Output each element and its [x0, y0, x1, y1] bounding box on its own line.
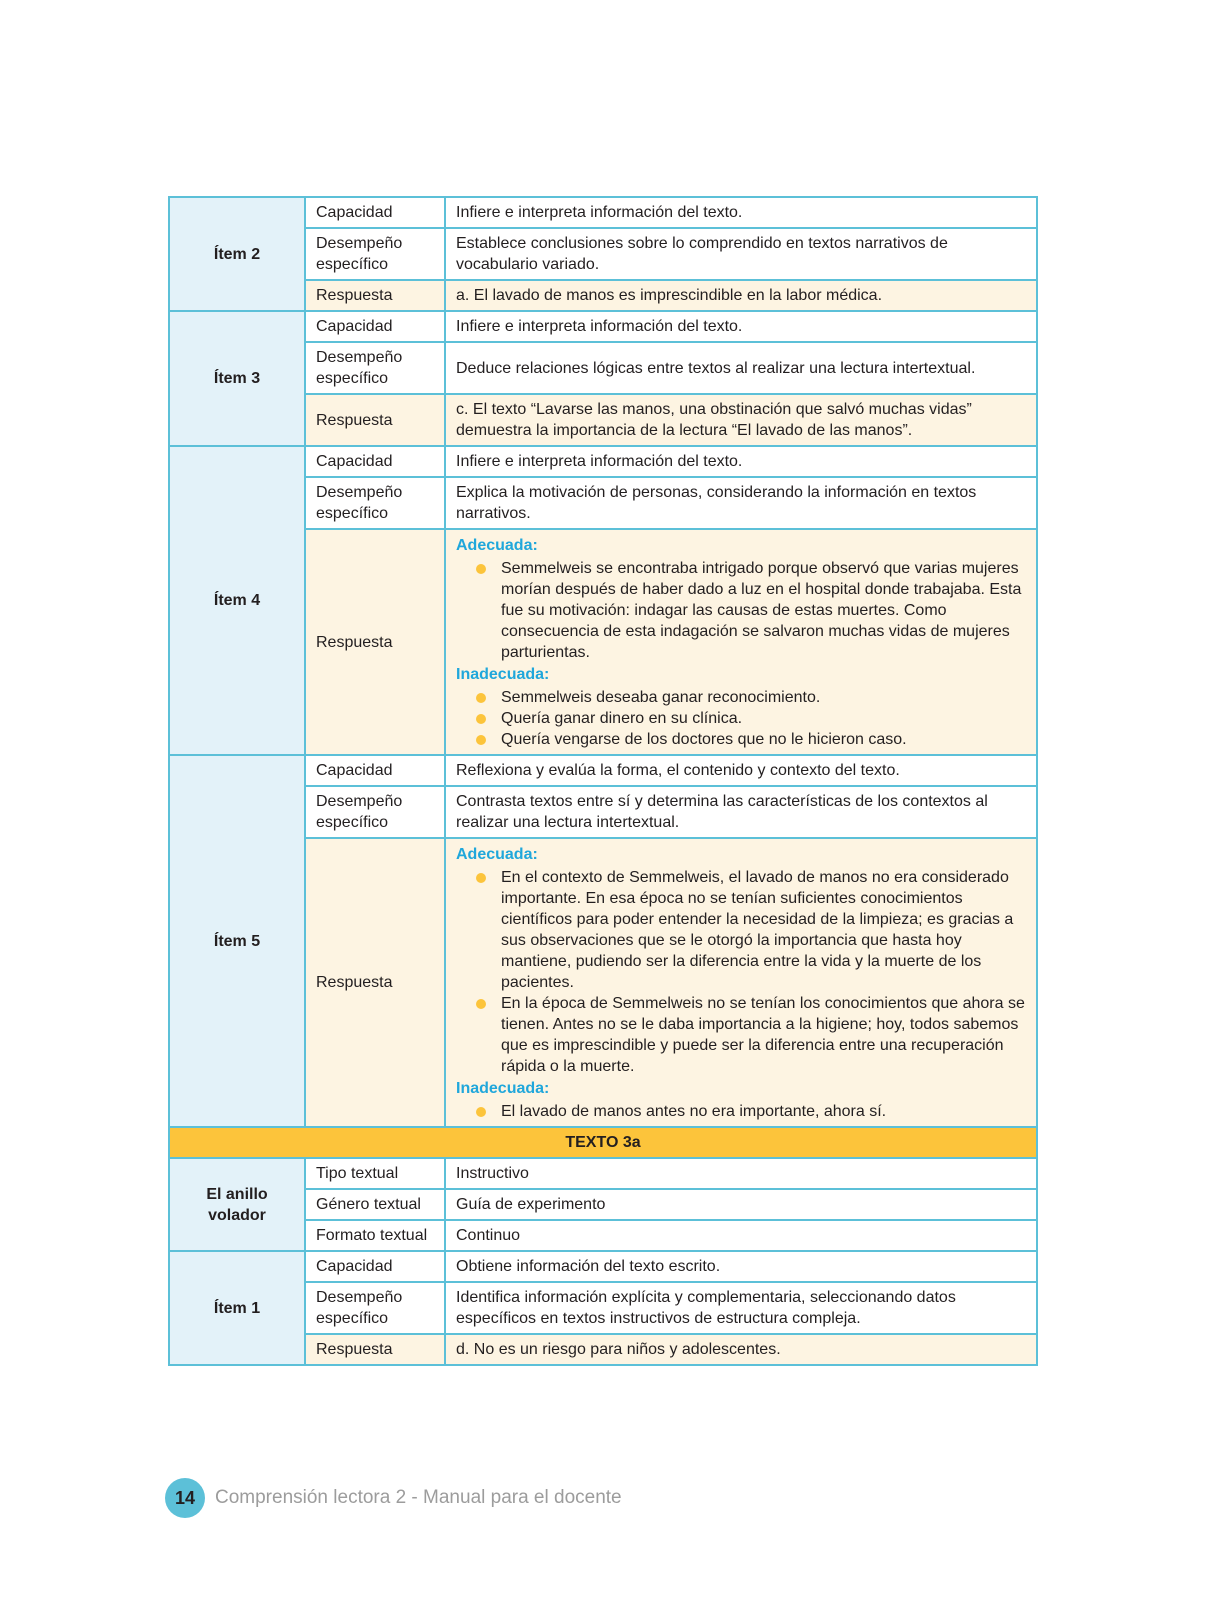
list-item-text: El lavado de manos antes no era importante, ahora sí. — [501, 1103, 887, 1120]
inadecuada-list — [456, 687, 1026, 750]
adecuada-heading: Adecuada: — [456, 537, 538, 554]
capacidad-label: Capacidad — [305, 755, 445, 786]
capacidad-value: Infiere e interpreta información del texto. — [445, 311, 1037, 342]
bullet-icon — [476, 564, 486, 574]
capacidad-label: Capacidad — [305, 311, 445, 342]
adecuada-heading: Adecuada: — [456, 846, 538, 863]
list-item-text: En el contexto de Semmelweis, el lavado de manos no era considerado importante. En esa época no se tenían suficientes conocimientos científicos para poder entender la necesidad de la limpieza; es gracias a sus observaciones que se le otorgó la importancia que hasta hoy mantiene, pudiendo ser la diferencia entre la vida y la muerte de los pacientes. — [501, 869, 1014, 991]
desempeno-label: Desempeño específico — [305, 786, 445, 838]
respuesta-label: Respuesta — [305, 280, 445, 311]
respuesta-value — [445, 838, 1037, 1127]
footer-title: Comprensión lectora 2 - Manual para el docente — [215, 1487, 622, 1508]
list-item-text: Semmelweis se encontraba intrigado porque observó que varias mujeres morían después de haber dado a luz en el hospital donde trabajaba. Esta fue su motivación: indagar las causas de estas muertes. Como consecuencia de esta indagación se salvaron muchas vidas de mujeres parturientas. — [501, 560, 1022, 661]
section-title: TEXTO 3a — [169, 1127, 1037, 1158]
tipo-textual-value: Instructivo — [445, 1158, 1037, 1189]
capacidad-value: Infiere e interpreta información del texto. — [445, 197, 1037, 228]
table-row — [169, 1158, 1037, 1189]
list-item — [456, 867, 1026, 993]
respuesta-label: Respuesta — [305, 838, 445, 1127]
desempeno-value: Explica la motivación de personas, considerando la información en textos narrativos. — [445, 477, 1037, 529]
respuesta-value: c. El texto “Lavarse las manos, una obstinación que salvó muchas vidas” demuestra la importancia de la lectura “El lavado de las manos”. — [445, 394, 1037, 446]
desempeno-value: Identifica información explícita y complementaria, seleccionando datos específicos en textos instructivos de estructura compleja. — [445, 1282, 1037, 1334]
formato-textual-label: Formato textual — [305, 1220, 445, 1251]
capacidad-value: Infiere e interpreta información del texto. — [445, 446, 1037, 477]
evaluation-table — [168, 196, 1038, 1366]
desempeno-value: Establece conclusiones sobre lo comprendido en textos narrativos de vocabulario variado. — [445, 228, 1037, 280]
list-item-text: Quería ganar dinero en su clínica. — [501, 710, 743, 727]
capacidad-label: Capacidad — [305, 446, 445, 477]
tipo-textual-label: Tipo textual — [305, 1158, 445, 1189]
respuesta-value: a. El lavado de manos es imprescindible en la labor médica. — [445, 280, 1037, 311]
item-label: Ítem 4 — [169, 446, 305, 755]
text-title: El anillo volador — [169, 1158, 305, 1251]
table-row — [169, 446, 1037, 477]
bullet-icon — [476, 693, 486, 703]
page-number: 14 — [165, 1478, 205, 1518]
desempeno-label: Desempeño específico — [305, 1282, 445, 1334]
table-row — [169, 197, 1037, 228]
desempeno-label: Desempeño específico — [305, 477, 445, 529]
bullet-icon — [476, 1107, 486, 1117]
list-item — [456, 729, 1026, 750]
capacidad-label: Capacidad — [305, 197, 445, 228]
desempeno-label: Desempeño específico — [305, 228, 445, 280]
bullet-icon — [476, 735, 486, 745]
capacidad-value: Obtiene información del texto escrito. — [445, 1251, 1037, 1282]
desempeno-value: Contrasta textos entre sí y determina las características de los contextos al realizar una lectura intertextual. — [445, 786, 1037, 838]
list-item — [456, 1101, 1026, 1122]
list-item — [456, 687, 1026, 708]
respuesta-label: Respuesta — [305, 394, 445, 446]
item-label: Ítem 3 — [169, 311, 305, 446]
list-item-text: En la época de Semmelweis no se tenían los conocimientos que ahora se tienen. Antes no se le daba importancia a la higiene; hoy, todos sabemos que es imprescindible y puede ser la diferencia entre una recuperación rápida o la muerte. — [501, 995, 1025, 1075]
item-label: Ítem 2 — [169, 197, 305, 311]
adecuada-list — [456, 867, 1026, 1077]
genero-textual-label: Género textual — [305, 1189, 445, 1220]
section-header-row — [169, 1127, 1037, 1158]
list-item — [456, 993, 1026, 1077]
item-label: Ítem 5 — [169, 755, 305, 1127]
list-item — [456, 708, 1026, 729]
respuesta-value — [445, 529, 1037, 755]
respuesta-label: Respuesta — [305, 529, 445, 755]
item-label: Ítem 1 — [169, 1251, 305, 1365]
respuesta-label: Respuesta — [305, 1334, 445, 1365]
desempeno-value: Deduce relaciones lógicas entre textos al realizar una lectura intertextual. — [445, 342, 1037, 394]
list-item-text: Semmelweis deseaba ganar reconocimiento. — [501, 689, 821, 706]
list-item — [456, 558, 1026, 663]
table-row — [169, 755, 1037, 786]
adecuada-list — [456, 558, 1026, 663]
table-row — [169, 1251, 1037, 1282]
bullet-icon — [476, 873, 486, 883]
respuesta-value: d. No es un riesgo para niños y adolescentes. — [445, 1334, 1037, 1365]
list-item-text: Quería vengarse de los doctores que no le hicieron caso. — [501, 731, 907, 748]
inadecuada-heading: Inadecuada: — [456, 666, 550, 683]
bullet-icon — [476, 714, 486, 724]
inadecuada-heading: Inadecuada: — [456, 1080, 550, 1097]
genero-textual-value: Guía de experimento — [445, 1189, 1037, 1220]
formato-textual-value: Continuo — [445, 1220, 1037, 1251]
inadecuada-list — [456, 1101, 1026, 1122]
bullet-icon — [476, 999, 486, 1009]
page-footer — [165, 1478, 622, 1518]
capacidad-value: Reflexiona y evalúa la forma, el contenido y contexto del texto. — [445, 755, 1037, 786]
capacidad-label: Capacidad — [305, 1251, 445, 1282]
table-row — [169, 311, 1037, 342]
desempeno-label: Desempeño específico — [305, 342, 445, 394]
